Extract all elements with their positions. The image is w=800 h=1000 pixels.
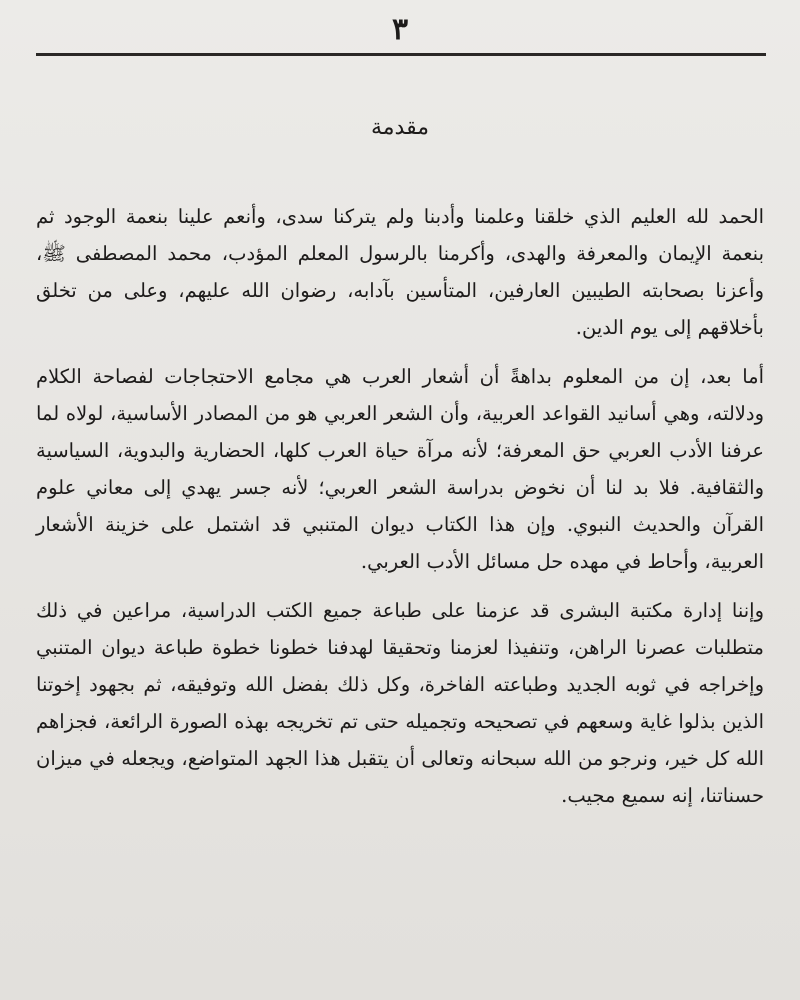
body-text — [36, 198, 764, 826]
page-number: ٣ — [391, 12, 409, 47]
section-title: مقدمة — [370, 115, 430, 140]
paragraph-2: أما بعد، إن من المعلوم بداهةً أن أشعار العرب هي مجامع الاحتجاجات لفصاحة الكلام ودلالته، وهي أسانيد القواعد العربية، وأن الشعر العربي هو من المصادر الأساسية، لولاه لما عرفنا الأدب العربي حق المعرفة؛ لأنه مرآة حياة العرب كلها، الحضارية والبدوية، السياسية والثقافية. فلا بد لنا أن نخوض بدراسة الشعر العربي؛ لأنه جسر يهدي إلى معاني علوم القرآن والحديث النبوي. وإن هذا الكتاب ديوان المتنبي قد اشتمل على خزينة الأشعار العربية، وأحاط في مهده حل مسائل الأدب العربي. — [36, 365, 764, 573]
paragraph-3: وإننا إدارة مكتبة البشرى قد عزمنا على طباعة جميع الكتب الدراسية، مراعين في ذلك متطلبات عصرنا الراهن، وتنفيذا لعزمنا وتحقيقا لهدفنا خطونا خطوة طباعة ديوان المتنبي وإخراجه في ثوبه الجديد وطباعته الفاخرة، وكل ذلك بفضل الله وتوفيقه، ثم بجهود إخوتنا الذين بذلوا غاية وسعهم في تصحيحه وتجميله حتى تم تخريجه بهذه الصورة الرائعة، فجزاهم الله كل خير، ونرجو من الله سبحانه وتعالى أن يتقبل هذا الجهد المتواضع، ويجعله في ميزان حسناتنا، إنه سميع مجيب. — [36, 599, 764, 807]
header-rule — [36, 53, 766, 56]
paragraph-1: الحمد لله العليم الذي خلقنا وعلمنا وأدبنا ولم يتركنا سدى، وأنعم علينا بنعمة الوجود ثم بنعمة الإيمان والمعرفة والهدى، وأكرمنا بالرسول المعلم المؤدب، محمد المصطفى ﷺ، وأعزنا بصحابته الطيبين العارفين، المتأسين بآدابه، رضوان الله عليهم، وعلى من تخلق بأخلاقهم إلى يوم الدين. — [36, 205, 764, 339]
